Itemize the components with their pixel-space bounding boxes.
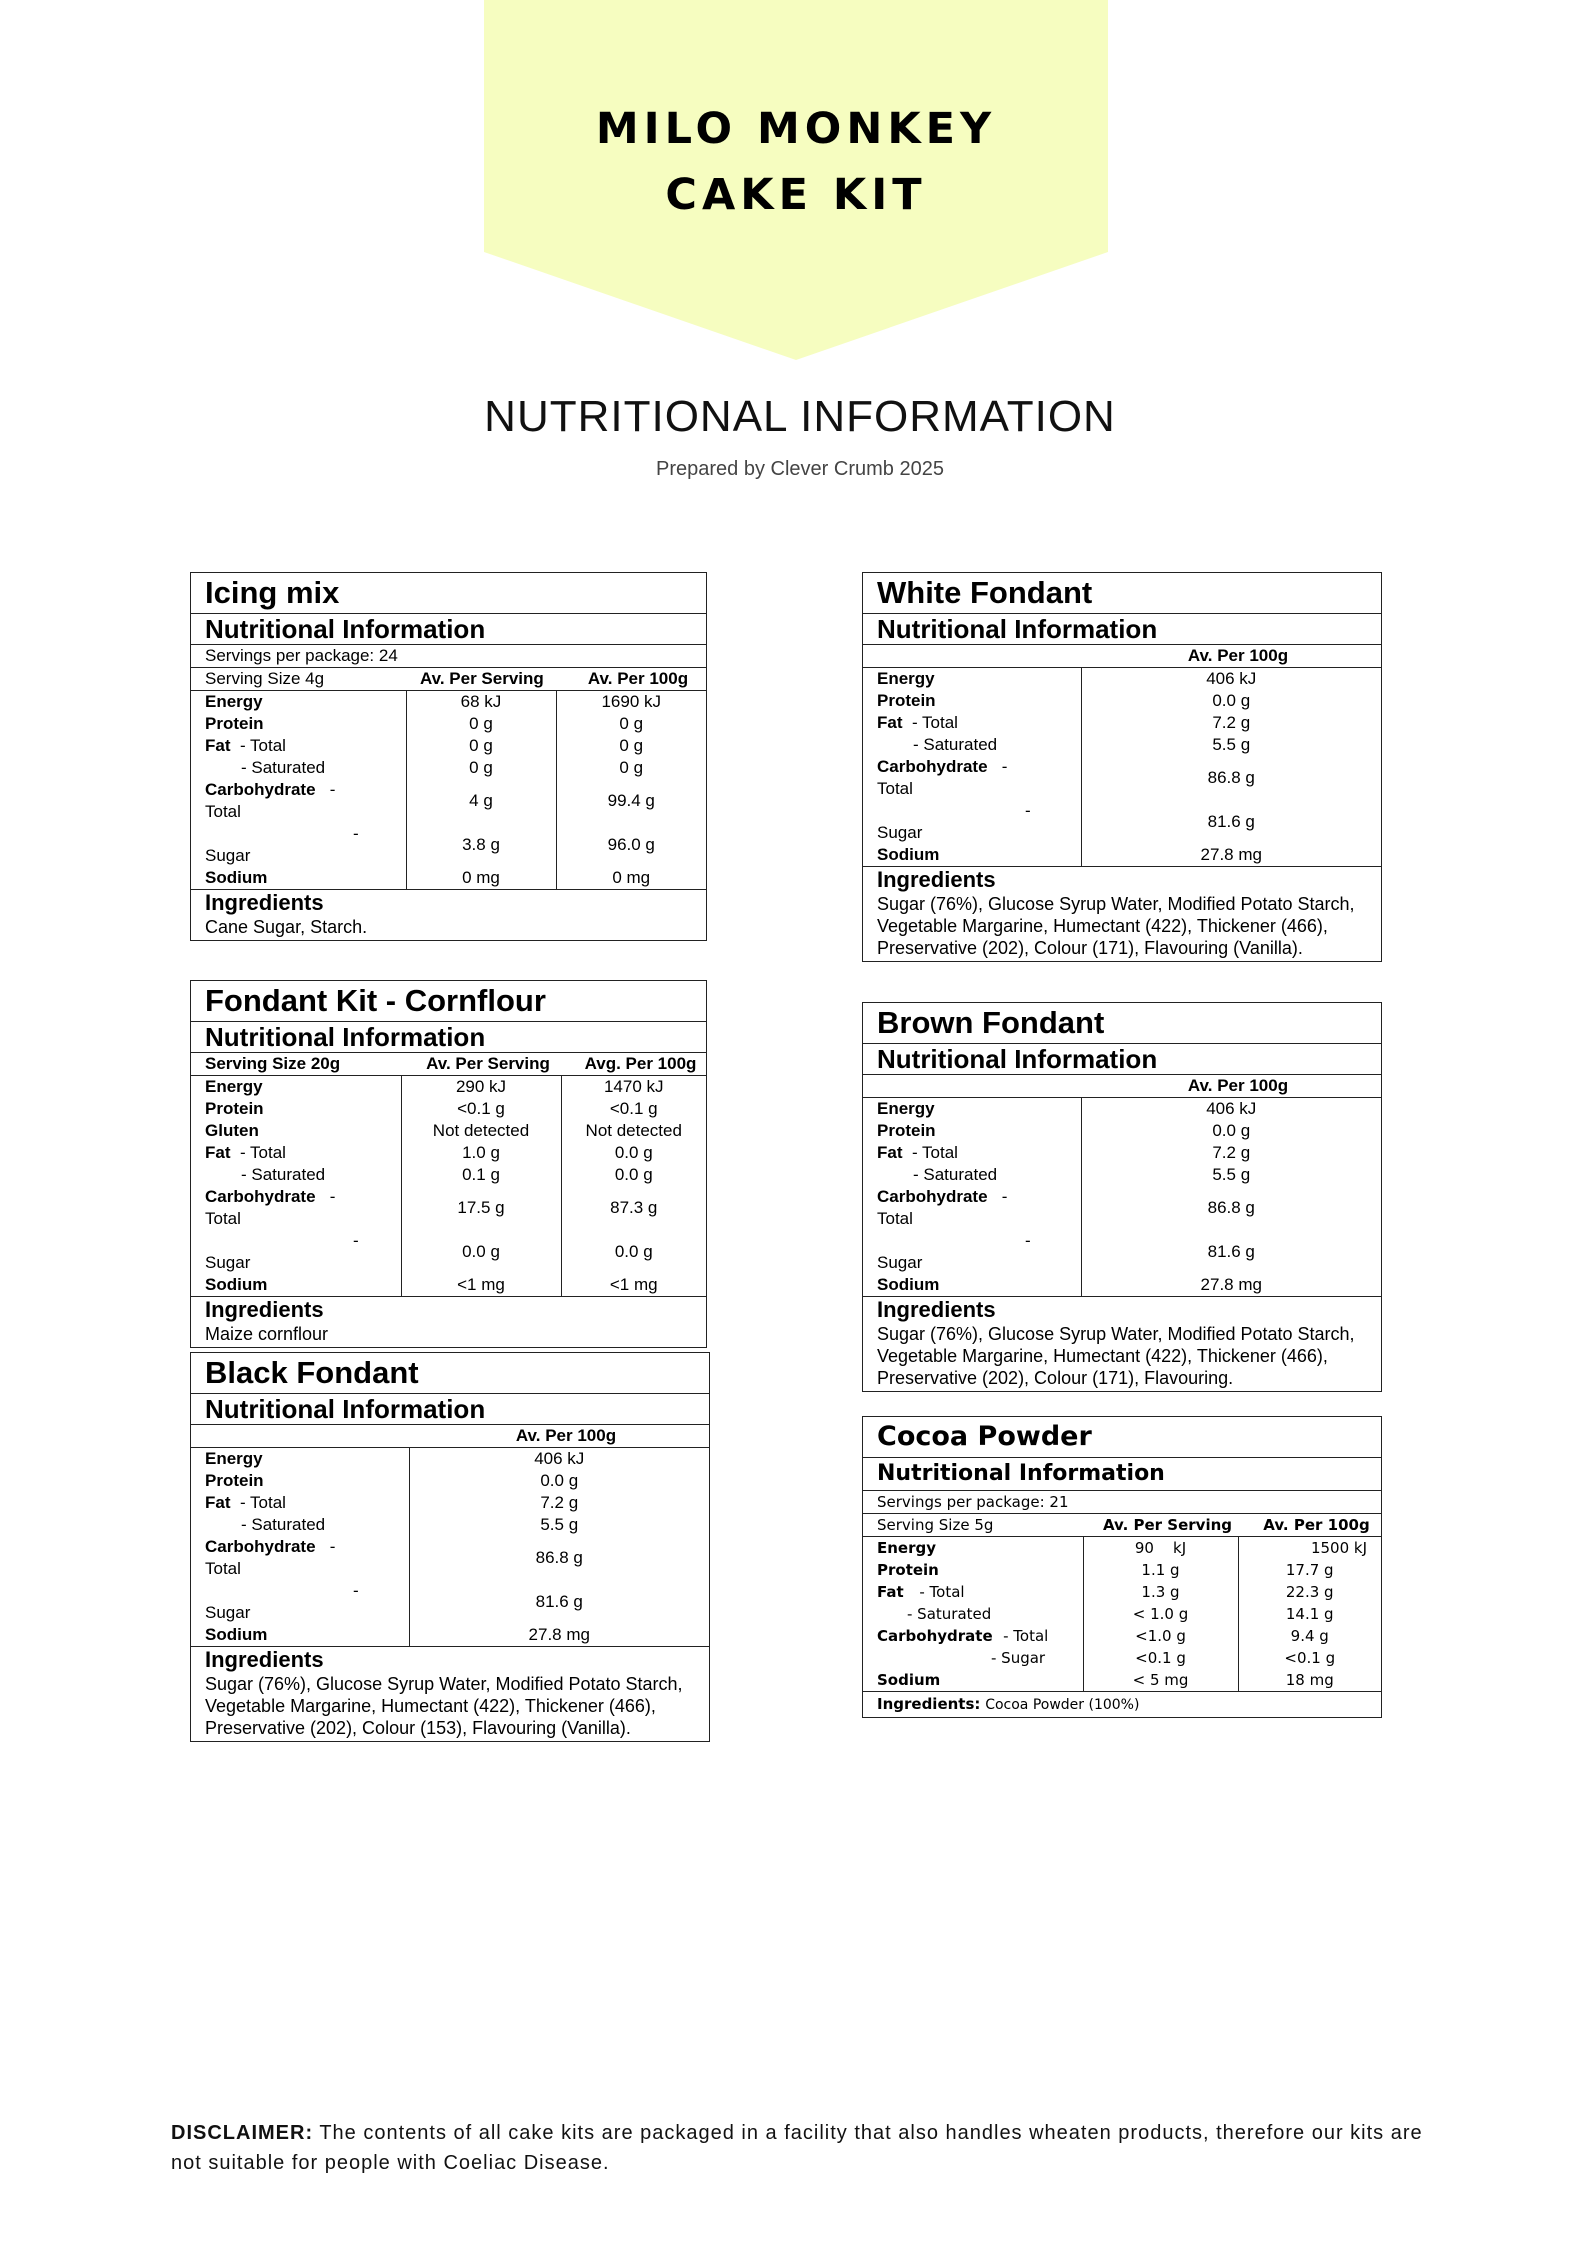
- value: 86.8 g: [1081, 756, 1381, 800]
- panel-subtitle: Nutritional Information: [863, 1044, 1381, 1075]
- kit-title-line2: CAKE KIT: [665, 170, 927, 220]
- value: 90 kJ: [1083, 1537, 1238, 1560]
- serving-size: Serving Size 4g: [191, 668, 406, 691]
- row-sublabel: - Total: [919, 1583, 965, 1601]
- panel-subtitle: Nutritional Information: [191, 1394, 709, 1425]
- row-label: Energy: [877, 669, 935, 688]
- value: 27.8 mg: [409, 1624, 709, 1647]
- value: 1690 kJ: [556, 691, 706, 714]
- value: 5.5 g: [409, 1514, 709, 1536]
- value: Not detected: [561, 1120, 706, 1142]
- col-header-per-100g: Av. Per 100g: [1081, 1075, 1381, 1098]
- value: <0.1 g: [1238, 1647, 1381, 1669]
- panel-title: Cocoa Powder: [863, 1417, 1381, 1458]
- row-sublabel: Total: [877, 779, 913, 798]
- value: 9.4 g: [1238, 1625, 1381, 1647]
- value: 7.2 g: [1081, 1142, 1381, 1164]
- row-label: Protein: [205, 714, 264, 733]
- row-sublabel: - Saturated: [913, 1165, 998, 1184]
- row-label: Fat: [205, 736, 231, 755]
- serving-size: Serving Size 5g: [863, 1514, 1083, 1537]
- value: 0.0 g: [561, 1164, 706, 1186]
- row-label: Carbohydrate: [877, 1187, 988, 1206]
- row-sublabel: Sugar: [877, 823, 923, 842]
- value: 1.1 g: [1083, 1559, 1238, 1581]
- row-dash: -: [1001, 757, 1008, 776]
- value: 0.0 g: [409, 1470, 709, 1492]
- row-label: Fat: [877, 1583, 904, 1601]
- serving-size: Serving Size 20g: [191, 1053, 401, 1076]
- row-sublabel: Total: [877, 1209, 913, 1228]
- row-dash: -: [353, 1581, 359, 1600]
- row-sublabel: Sugar: [877, 1253, 923, 1272]
- panel-brown-fondant: [862, 1002, 1382, 1392]
- ingredients-line: [863, 1692, 1381, 1717]
- panel-icing-mix: [190, 572, 707, 941]
- col-header-per-100g: Avg. Per 100g: [561, 1053, 706, 1076]
- panel-cocoa-powder: [862, 1416, 1382, 1718]
- ingredients-heading: Ingredients: [205, 1297, 324, 1322]
- servings-per-package: Servings per package: 21: [863, 1491, 1381, 1514]
- col-header-per-serving: Av. Per Serving: [1083, 1514, 1238, 1537]
- col-header-per-100g: Av. Per 100g: [1238, 1514, 1381, 1537]
- row-sublabel: - Saturated: [913, 735, 998, 754]
- row-label: Carbohydrate: [877, 1627, 993, 1645]
- row-label: Fat: [205, 1143, 231, 1162]
- row-sublabel: Sugar: [205, 1253, 251, 1272]
- row-label: Sodium: [191, 1624, 409, 1647]
- kit-title-line1: MILO MONKEY: [595, 104, 997, 154]
- value: 1470 kJ: [561, 1076, 706, 1099]
- row-sublabel: - Sugar: [991, 1649, 1046, 1667]
- row-sublabel: - Saturated: [241, 1165, 326, 1184]
- ingredients-text: Maize cornflour: [205, 1324, 329, 1344]
- row-label: Sodium: [191, 867, 406, 890]
- page-subheading: Prepared by Clever Crumb 2025: [656, 458, 944, 480]
- value: <1.0 g: [1083, 1625, 1238, 1647]
- value: 99.4 g: [556, 779, 706, 823]
- value: 7.2 g: [1081, 712, 1381, 734]
- value: 1.3 g: [1083, 1581, 1238, 1603]
- row-sublabel: Total: [205, 1209, 241, 1228]
- row-label: Carbohydrate: [205, 780, 316, 799]
- ingredients-text: Sugar (76%), Glucose Syrup Water, Modified Potato Starch, Vegetable Margarine, Humectant (422), Thickener (466), Preservative (202), Colour (153), Flavouring (Vanilla).: [205, 1674, 683, 1738]
- row-label: Fat: [877, 713, 903, 732]
- panel-subtitle: Nutritional Information: [863, 1458, 1381, 1491]
- ingredients-heading: Ingredients:: [877, 1695, 981, 1713]
- row-sublabel: - Total: [911, 713, 958, 732]
- row-label: Energy: [877, 1539, 937, 1557]
- row-sublabel: Total: [205, 1559, 241, 1578]
- value: 0 g: [406, 713, 556, 735]
- nutrition-table: [191, 1053, 706, 1297]
- value: 0 g: [556, 713, 706, 735]
- value: 5.5 g: [1081, 734, 1381, 756]
- value: 22.3 g: [1238, 1581, 1381, 1603]
- nutrition-table: [191, 668, 706, 890]
- value: 86.8 g: [1081, 1186, 1381, 1230]
- ingredients-text: Cane Sugar, Starch.: [205, 917, 368, 937]
- row-label: Energy: [205, 1449, 263, 1468]
- col-header-per-100g: Av. Per 100g: [556, 668, 706, 691]
- nutrition-table: [863, 645, 1381, 867]
- row-sublabel: - Total: [239, 736, 286, 755]
- panel-subtitle: Nutritional Information: [191, 1022, 706, 1053]
- col-header-per-100g: Av. Per 100g: [409, 1425, 709, 1448]
- row-label: Protein: [205, 1099, 264, 1118]
- value: 81.6 g: [409, 1580, 709, 1624]
- value: 5.5 g: [1081, 1164, 1381, 1186]
- row-label: Energy: [205, 692, 263, 711]
- row-sublabel: - Total: [239, 1493, 286, 1512]
- panel-title: Icing mix: [191, 573, 706, 614]
- row-dash: -: [353, 1231, 359, 1250]
- row-label: Energy: [205, 1077, 263, 1096]
- value: 0.0 g: [401, 1230, 561, 1274]
- value: 0 g: [406, 735, 556, 757]
- value: 290 kJ: [401, 1076, 561, 1099]
- row-sublabel: - Total: [911, 1143, 958, 1162]
- ingredients-text: Sugar (76%), Glucose Syrup Water, Modified Potato Starch, Vegetable Margarine, Humectant (422), Thickener (466), Preservative (202), Colour (171), Flavouring (Vanilla).: [877, 894, 1355, 958]
- nutrition-table: [191, 1425, 709, 1647]
- row-dash: -: [353, 824, 359, 843]
- row-sublabel: - Total: [1003, 1627, 1049, 1645]
- value: 0.1 g: [401, 1164, 561, 1186]
- panel-black-fondant: [190, 1352, 710, 1742]
- value: 0.0 g: [1081, 690, 1381, 712]
- value: 0.0 g: [1081, 1120, 1381, 1142]
- row-label: Gluten: [205, 1121, 259, 1140]
- row-sublabel: Total: [205, 802, 241, 821]
- panel-title: Fondant Kit - Cornflour: [191, 981, 706, 1022]
- row-label: Protein: [877, 1561, 939, 1579]
- panel-title: Black Fondant: [191, 1353, 709, 1394]
- value: <0.1 g: [561, 1098, 706, 1120]
- row-label: Protein: [877, 691, 936, 710]
- value: 87.3 g: [561, 1186, 706, 1230]
- value: <1 mg: [561, 1274, 706, 1297]
- row-dash: -: [1025, 801, 1031, 820]
- value: 1.0 g: [401, 1142, 561, 1164]
- ingredients-text: Cocoa Powder (100%): [985, 1697, 1140, 1713]
- value: 18 mg: [1238, 1669, 1381, 1692]
- row-label: Sodium: [863, 1274, 1081, 1297]
- value: 7.2 g: [409, 1492, 709, 1514]
- value: 27.8 mg: [1081, 1274, 1381, 1297]
- value: 27.8 mg: [1081, 844, 1381, 867]
- value: 4 g: [406, 779, 556, 823]
- value: < 5 mg: [1083, 1669, 1238, 1692]
- ingredients-heading: Ingredients: [877, 867, 996, 892]
- value: 406 kJ: [409, 1448, 709, 1471]
- value: <0.1 g: [401, 1098, 561, 1120]
- ingredients-heading: Ingredients: [205, 1647, 324, 1672]
- servings-per-package: Servings per package: 24: [191, 645, 706, 668]
- value: 0.0 g: [561, 1230, 706, 1274]
- row-dash: -: [329, 780, 336, 799]
- row-label: Fat: [205, 1493, 231, 1512]
- panel-white-fondant: [862, 572, 1382, 962]
- row-sublabel: - Saturated: [241, 1515, 326, 1534]
- row-sublabel: - Saturated: [907, 1605, 992, 1623]
- value: Not detected: [401, 1120, 561, 1142]
- value: 0 g: [406, 757, 556, 779]
- value: 17.5 g: [401, 1186, 561, 1230]
- value: 406 kJ: [1081, 668, 1381, 691]
- row-sublabel: Sugar: [205, 846, 251, 865]
- ingredients-heading: Ingredients: [205, 890, 324, 915]
- row-label: Fat: [877, 1143, 903, 1162]
- disclaimer-label: DISCLAIMER:: [171, 2122, 314, 2144]
- ingredients-text: Sugar (76%), Glucose Syrup Water, Modified Potato Starch, Vegetable Margarine, Humectant (422), Thickener (466), Preservative (202), Colour (171), Flavouring.: [877, 1324, 1355, 1388]
- row-label: Sodium: [863, 1669, 1083, 1692]
- value: 86.8 g: [409, 1536, 709, 1580]
- value: 0 mg: [556, 867, 706, 890]
- row-label: Carbohydrate: [205, 1187, 316, 1206]
- row-label: Protein: [877, 1121, 936, 1140]
- value: 17.7 g: [1238, 1559, 1381, 1581]
- value: 0 g: [556, 735, 706, 757]
- ingredients-heading: Ingredients: [877, 1297, 996, 1322]
- panel-title: White Fondant: [863, 573, 1381, 614]
- row-label: Sodium: [191, 1274, 401, 1297]
- row-sublabel: - Total: [239, 1143, 286, 1162]
- disclaimer-text: The contents of all cake kits are packaged in a facility that also handles wheaten products, therefore our kits are not suitable for people with Coeliac Disease.: [171, 2122, 1423, 2174]
- col-header-per-100g: Av. Per 100g: [1081, 645, 1381, 668]
- value: <1 mg: [401, 1274, 561, 1297]
- kit-title: [484, 96, 1108, 228]
- nutrition-table: [863, 1075, 1381, 1297]
- panel-title: Brown Fondant: [863, 1003, 1381, 1044]
- value: 0.0 g: [561, 1142, 706, 1164]
- disclaimer: [171, 2118, 1441, 2178]
- value: 96.0 g: [556, 823, 706, 867]
- value: < 1.0 g: [1083, 1603, 1238, 1625]
- row-label: Carbohydrate: [877, 757, 988, 776]
- value: 0 g: [556, 757, 706, 779]
- value: 81.6 g: [1081, 800, 1381, 844]
- value: 406 kJ: [1081, 1098, 1381, 1121]
- value: 81.6 g: [1081, 1230, 1381, 1274]
- value: 3.8 g: [406, 823, 556, 867]
- value: <0.1 g: [1083, 1647, 1238, 1669]
- page-heading: NUTRITIONAL INFORMATION: [484, 392, 1116, 441]
- row-dash: -: [1025, 1231, 1031, 1250]
- value: 1500 kJ: [1238, 1537, 1381, 1560]
- row-dash: -: [329, 1187, 336, 1206]
- panel-subtitle: Nutritional Information: [863, 614, 1381, 645]
- row-label: Carbohydrate: [205, 1537, 316, 1556]
- panel-fondant-kit-cornflour: [190, 980, 707, 1348]
- col-header-per-serving: Av. Per Serving: [406, 668, 556, 691]
- row-dash: -: [329, 1537, 336, 1556]
- value: 0 mg: [406, 867, 556, 890]
- panel-subtitle: Nutritional Information: [191, 614, 706, 645]
- nutrition-table: [863, 1514, 1381, 1692]
- col-header-per-serving: Av. Per Serving: [401, 1053, 561, 1076]
- value: 14.1 g: [1238, 1603, 1381, 1625]
- row-label: Sodium: [863, 844, 1081, 867]
- row-sublabel: Sugar: [205, 1603, 251, 1622]
- value: 68 kJ: [406, 691, 556, 714]
- row-label: Protein: [205, 1471, 264, 1490]
- row-dash: -: [1001, 1187, 1008, 1206]
- row-label: Energy: [877, 1099, 935, 1118]
- row-sublabel: - Saturated: [241, 758, 326, 777]
